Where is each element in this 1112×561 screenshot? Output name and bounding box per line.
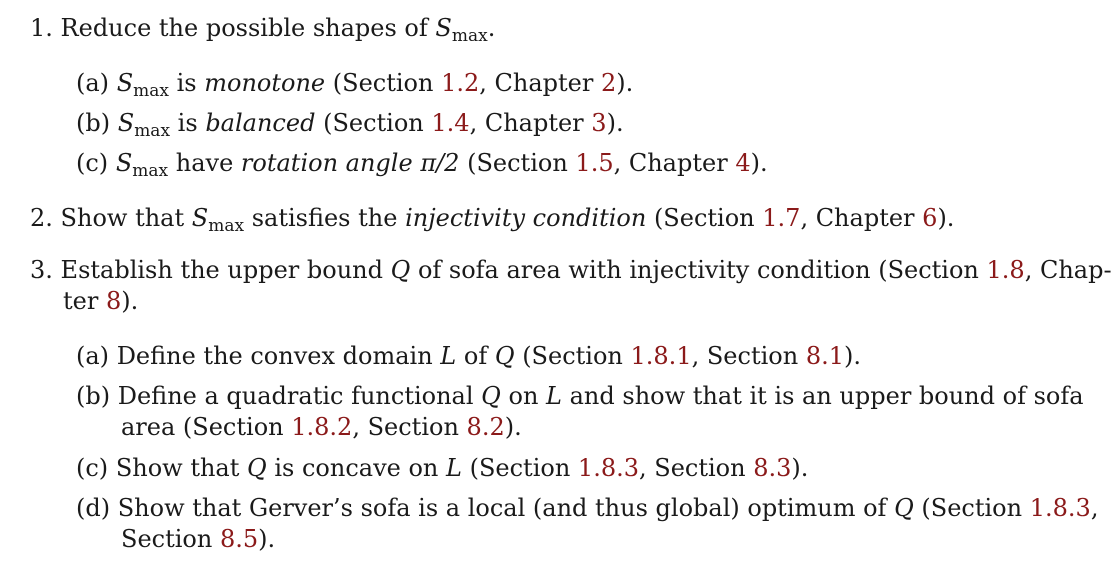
- item-1-text: Reduce the possible shapes of: [60, 14, 428, 42]
- section-link[interactable]: 1.8: [986, 256, 1025, 284]
- s-max-symbol: $S_{max}$: [116, 69, 169, 101]
- item-3b: (b) Define a quadratic functional Q on L and show that it is an upper bound of sofa: [76, 382, 1084, 410]
- section-link[interactable]: 1.7: [762, 204, 801, 232]
- section-link[interactable]: 1.5: [575, 149, 614, 177]
- item-1c-label: (c): [76, 149, 109, 177]
- q-symbol: Q: [390, 256, 411, 284]
- section-link[interactable]: 8.1: [805, 342, 844, 370]
- chapter-link[interactable]: 2: [601, 69, 617, 97]
- item-1-number: 1.: [30, 14, 53, 42]
- section-link[interactable]: 8.5: [219, 525, 259, 553]
- section-link[interactable]: 1.2: [441, 69, 480, 97]
- l-symbol: L: [440, 342, 457, 370]
- item-3d-label: (d): [76, 494, 111, 522]
- section-link[interactable]: 1.8.3: [577, 454, 639, 482]
- l-symbol: L: [546, 382, 562, 410]
- item-3-number: 3.: [30, 256, 53, 284]
- chapter-link[interactable]: 8: [105, 287, 122, 315]
- section-link[interactable]: 1.8.2: [291, 413, 353, 441]
- chapter-link[interactable]: 3: [591, 109, 607, 137]
- item-1a: (a) $S_{max}$ is monotone (Section 1.2, Chapter 2).: [76, 69, 634, 101]
- chapter-link[interactable]: 6: [922, 204, 938, 232]
- item-3b-label: (b): [76, 382, 111, 410]
- emphasis-injectivity: injectivity condition: [405, 204, 647, 232]
- emphasis-monotone: monotone: [204, 69, 326, 97]
- item-3: 3. Establish the upper bound Q of sofa area with injectivity condition (Section 1.8, Chap-: [30, 256, 1112, 284]
- item-2: 2. Show that $S_{max}$ satisfies the injectivity condition (Section 1.7, Chapter 6).: [30, 204, 955, 236]
- emphasis-balanced: balanced: [205, 109, 316, 137]
- q-symbol: Q: [494, 342, 515, 370]
- item-2-number: 2.: [30, 204, 53, 232]
- q-symbol: Q: [247, 454, 267, 482]
- chapter-link[interactable]: 4: [735, 149, 751, 177]
- item-1a-label: (a): [76, 69, 110, 97]
- section-link[interactable]: 1.8.3: [1029, 494, 1091, 522]
- item-3c-label: (c): [76, 454, 109, 482]
- item-3d: (d) Show that Gerver’s sofa is a local (and thus global) optimum of Q (Section 1.8.3,: [76, 494, 1099, 522]
- item-1c: (c) $S_{max}$ have rotation angle π/2 (Section 1.5, Chapter 4).: [76, 149, 768, 181]
- s-max-symbol: $S_{max}$: [191, 204, 245, 236]
- item-3c: (c) Show that Q is concave on L (Section 1.8.3, Section 8.3).: [76, 454, 809, 482]
- l-symbol: L: [446, 454, 462, 482]
- s-max-symbol: $S_{max}$: [117, 109, 171, 141]
- item-1b: (b) $S_{max}$ is balanced (Section 1.4, Chapter 3).: [76, 109, 624, 141]
- item-3d-continuation: Section 8.5).: [121, 525, 276, 553]
- s-max-symbol: $S_{max}$: [115, 149, 169, 181]
- item-1: 1. Reduce the possible shapes of $S_{max}$.: [30, 14, 496, 46]
- s-max-symbol: $S_{max}$: [435, 14, 488, 46]
- section-link[interactable]: 1.8.1: [630, 342, 692, 370]
- q-symbol: Q: [894, 494, 914, 522]
- item-3a: (a) Define the convex domain L of Q (Section 1.8.1, Section 8.1).: [76, 342, 861, 370]
- pi-over-two: π/2: [420, 149, 460, 177]
- section-link[interactable]: 1.4: [431, 109, 470, 137]
- item-3-continuation: ter 8).: [63, 287, 139, 315]
- section-link[interactable]: 8.2: [466, 413, 505, 441]
- item-1b-label: (b): [76, 109, 111, 137]
- section-link[interactable]: 8.3: [753, 454, 792, 482]
- item-3b-continuation: area (Section 1.8.2, Section 8.2).: [121, 413, 522, 441]
- emphasis-rotation-angle: rotation angle: [240, 149, 413, 177]
- item-3a-label: (a): [76, 342, 110, 370]
- q-symbol: Q: [481, 382, 501, 410]
